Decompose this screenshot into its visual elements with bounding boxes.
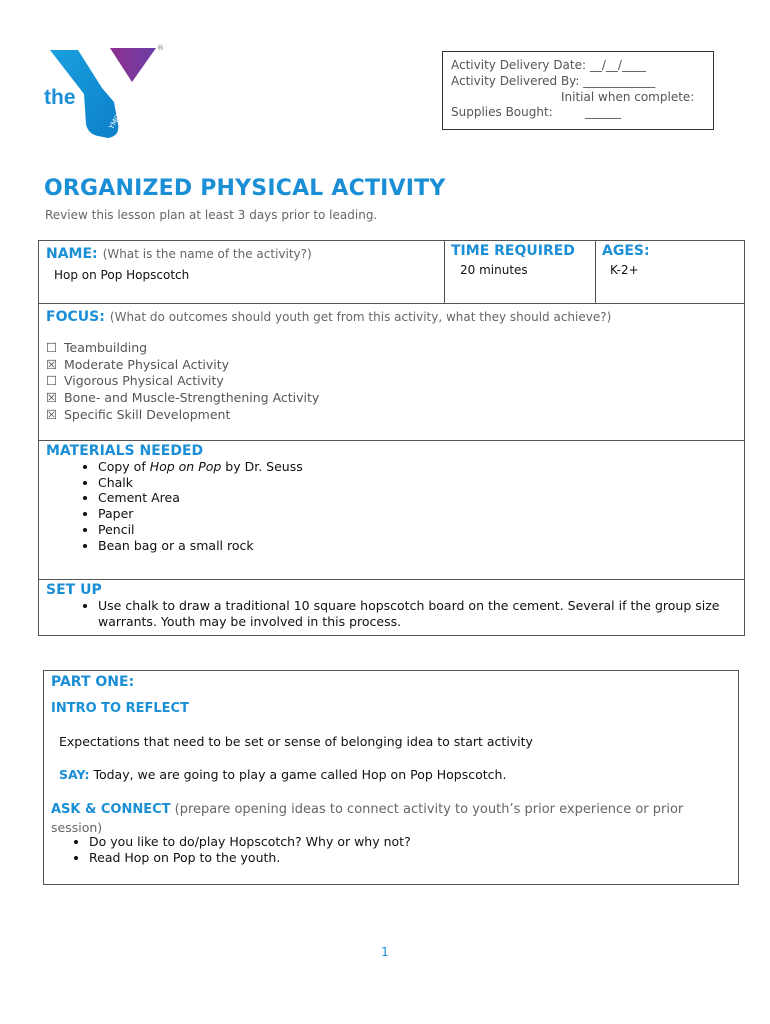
- supplies-blank-field[interactable]: ______: [585, 105, 621, 119]
- checkbox-icon[interactable]: ☐: [46, 373, 58, 389]
- ages-label: AGES:: [602, 243, 650, 259]
- materials-label: MATERIALS NEEDED: [46, 443, 204, 459]
- setup-cell: [39, 580, 745, 636]
- focus-item[interactable]: ☒ Moderate Physical Activity: [46, 356, 229, 372]
- name-hint: (What is the name of the activity?): [102, 247, 312, 261]
- setup-label: SET UP: [46, 582, 102, 598]
- lesson-plan-table: [38, 240, 745, 636]
- ymca-logo: [44, 44, 169, 140]
- page-number: 1: [381, 945, 389, 959]
- list-item: • Do you like to do/play Hopscotch? Why or why not?: [89, 834, 411, 850]
- focus-item[interactable]: ☐ Vigorous Physical Activity: [46, 373, 224, 389]
- initial-note: Initial when complete:: [561, 90, 695, 104]
- list-item: • Bean bag or a small rock: [98, 538, 744, 554]
- intro-label: INTRO TO REFLECT: [51, 701, 189, 716]
- part-one-box: [43, 670, 739, 885]
- focus-item[interactable]: ☒ Specific Skill Development: [46, 406, 231, 422]
- focus-item[interactable]: ☒ Bone- and Muscle-Strengthening Activity: [46, 390, 320, 406]
- materials-list: [39, 459, 744, 553]
- focus-cell: [39, 304, 745, 441]
- supplies-label: Supplies Bought:: [451, 105, 553, 119]
- list-item: • Chalk: [98, 475, 744, 491]
- checkbox-checked-icon[interactable]: ☒: [46, 406, 58, 422]
- list-item: • Use chalk to draw a traditional 10 square hopscotch board on the cement. Several if the group size warrants. Youth may be involved in this process.: [98, 598, 738, 629]
- expectations-text: Expectations that need to be set or sense of belonging idea to start activity: [59, 734, 533, 749]
- logo-ymca-text: YMCA: [107, 109, 125, 131]
- logo-registered-mark: ®: [157, 44, 164, 52]
- list-item: • Pencil: [98, 522, 744, 538]
- list-item: • Read Hop on Pop to the youth.: [89, 850, 411, 866]
- focus-label: FOCUS:: [46, 309, 105, 325]
- checkbox-checked-icon[interactable]: ☒: [46, 356, 58, 372]
- ask-connect-hint: (prepare opening ideas to connect activity to youth’s prior experience or prior: [174, 802, 684, 817]
- activity-name: Hop on Pop Hopscotch: [54, 268, 190, 282]
- time-value: 20 minutes: [460, 263, 528, 277]
- name-cell: [39, 241, 445, 304]
- ask-connect-label: ASK & CONNECT: [51, 802, 171, 817]
- delivery-date-field[interactable]: Activity Delivery Date: __/__/____: [451, 58, 646, 72]
- setup-list: [39, 598, 744, 629]
- materials-cell: [39, 441, 745, 580]
- say-label: SAY:: [59, 767, 90, 782]
- logo-text: the: [44, 86, 76, 109]
- ages-cell: [596, 241, 745, 304]
- part-one-label: PART ONE:: [51, 674, 135, 690]
- delivered-by-field[interactable]: Activity Delivered By: ____________: [451, 74, 656, 88]
- delivery-info-box: [442, 51, 714, 130]
- ages-value: K-2+: [610, 263, 639, 277]
- checkbox-checked-icon[interactable]: ☒: [46, 390, 58, 406]
- focus-item[interactable]: ☐ Teambuilding: [46, 340, 148, 355]
- focus-checklist: [39, 325, 744, 423]
- focus-hint: (What do outcomes should youth get from this activity, what they should achieve?): [109, 310, 612, 324]
- time-cell: [445, 241, 596, 304]
- ask-connect-hint-cont: session): [51, 820, 103, 835]
- page-title: ORGANIZED PHYSICAL ACTIVITY: [44, 176, 446, 201]
- page-subtitle: Review this lesson plan at least 3 days prior to leading.: [45, 208, 378, 222]
- name-label: NAME:: [46, 246, 98, 262]
- questions-list: [44, 834, 411, 866]
- checkbox-icon[interactable]: ☐: [46, 340, 58, 355]
- list-item: • Cement Area: [98, 490, 744, 506]
- list-item: • Paper: [98, 506, 744, 522]
- say-text: Today, we are going to play a game called Hop on Pop Hopscotch.: [93, 767, 507, 782]
- time-label: TIME REQUIRED: [451, 243, 575, 259]
- list-item: • Copy of Hop on Pop by Dr. Seuss: [98, 459, 744, 475]
